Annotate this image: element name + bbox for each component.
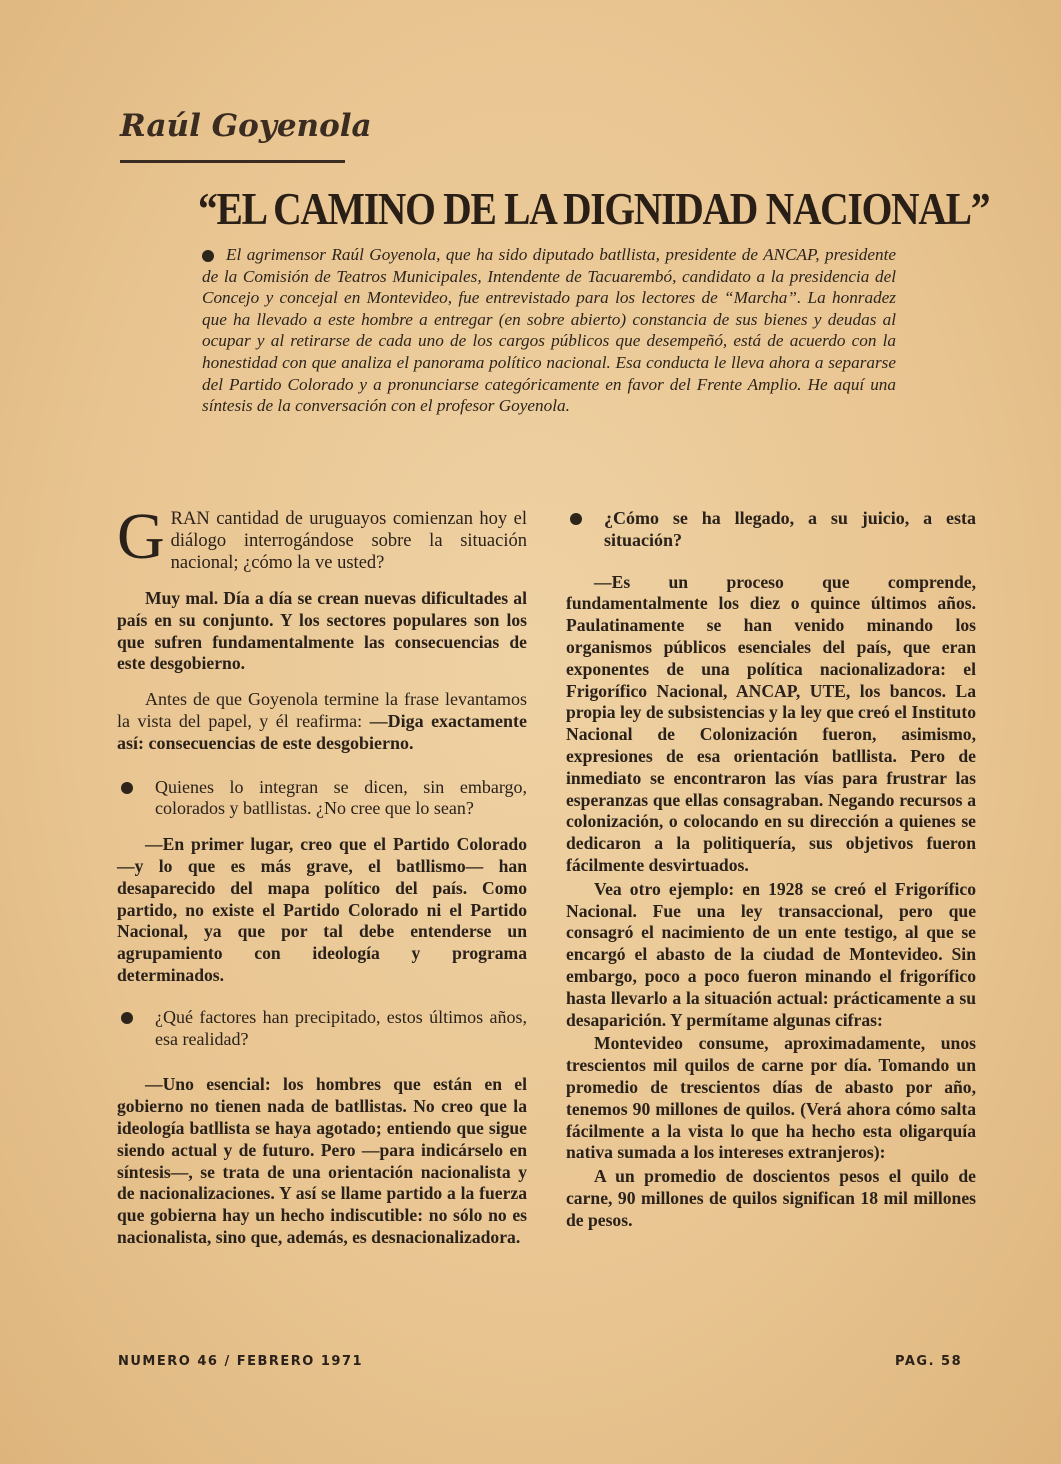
question-paragraph xyxy=(117,1007,527,1051)
drop-cap: G xyxy=(117,500,165,573)
question-paragraph xyxy=(117,777,527,821)
bullet-icon xyxy=(202,250,214,262)
answer-paragraph: Muy mal. Día a día se crean nuevas dificultades al país en su conjunto. Y los sectores populares son los que sufren fundamentalmente las consecuencias de este desgobierno. xyxy=(117,588,527,674)
bullet-icon xyxy=(121,1012,133,1024)
answer-paragraph: —En primer lugar, creo que el Partido Colorado —y lo que es más grave, el batllismo— han desaparecido del mapa político del país. Como partido, no existe el Partido Colorado ni el Partido Nacional, ya que por tal debe entenderse un agrupamiento con ideología y programa determinados. xyxy=(117,834,527,985)
issue-footer: NUMERO 46 / FEBRERO 1971 xyxy=(118,1354,364,1369)
article-headline: “EL CAMINO DE LA DIGNIDAD NACIONAL” xyxy=(198,183,990,234)
answer-paragraph: Montevideo consume, aproximadamente, unos trescientos mil quilos de carne por día. Tomando un promedio de trescientos días de abasto por año, tenemos 90 millones de quilos. (Verá ahora cómo salta fácilmente a la vista lo que ha hecho esta oligarquía nativa sumada a los intereses extranjeros): xyxy=(566,1033,976,1163)
question-text: Quienes lo integran se dicen, sin embargo, colorados y batllistas. ¿No cree que lo sean? xyxy=(155,776,527,819)
author-underline xyxy=(120,160,345,163)
opening-question-text: RAN cantidad de uruguayos comienzan hoy el diálogo interrogándose sobre la situación nacional; ¿cómo la ve usted? xyxy=(170,509,527,573)
narration-text: Antes de que Goyenola termine la frase levantamos la vista del papel, y él reafirma: xyxy=(117,689,527,731)
right-column xyxy=(566,508,976,1234)
intro-text: El agrimensor Raúl Goyenola, que ha sido diputado batllista, presidente de ANCAP, presidente de la Comisión de Teatros Municipales, Intendente de Tacuarembó, candidato a la presidencia del Concejo y concejal en Montevideo, fue entrevistado para los lectores de “Marcha”. La honradez que ha llevado a este hombre a entregar (en sobre abierto) constancia de sus bienes y deudas al ocupar y al retirarse de cada uno de los cargos públicos que desempeñó, está de acuerdo con la honestidad con que analiza el panorama político nacional. Esa conducta le lleva ahora a separarse del Partido Colorado y a pronunciarse categóricamente en favor del Frente Amplio. He aquí una síntesis de la conversación con el profesor Goyenola. xyxy=(202,245,896,416)
answer-paragraph: Vea otro ejemplo: en 1928 se creó el Frigorífico Nacional. Fue una ley transaccional, pero que consagró el nacimiento de un ente testigo, al que se encargó el abasto de la ciudad de Montevideo. Sin embargo, poco a poco fueron minando el frigorífico hasta llevarlo a la situación actual: prácticamente a su desaparición. Y permítame algunas cifras: xyxy=(566,878,976,1030)
author-name: Raúl Goyenola xyxy=(120,108,372,144)
answer-paragraph: A un promedio de doscientos pesos el quilo de carne, 90 millones de quilos significan 18 mil millones de pesos. xyxy=(566,1166,976,1230)
page-number: PAG. 58 xyxy=(895,1354,963,1369)
question-paragraph xyxy=(566,508,976,552)
left-column xyxy=(117,500,528,1263)
bullet-icon xyxy=(121,782,133,794)
answer-paragraph: —Uno esencial: los hombres que están en el gobierno no tienen nada de batllistas. No creo que la ideología batllista se haya agotado; entiendo que sigue siendo actual y de futuro. Pero —para indicárselo en síntesis—, se trata de una orientación nacionalista y de nacionalizaciones. Y así se llame partido a la fuerza que gobierna hay un hecho indiscutible: no sólo no es nacionalista, sino que, además, es desnacionalizadora. xyxy=(117,1074,527,1247)
question-text: ¿Cómo se ha llegado, a su juicio, a esta situación? xyxy=(604,508,976,550)
narration-paragraph xyxy=(117,689,527,754)
bullet-icon xyxy=(570,513,582,525)
question-text: ¿Qué factores han precipitado, estos últimos años, esa realidad? xyxy=(155,1006,527,1049)
opening-question xyxy=(117,500,527,574)
narration-quote: —Diga exactamente así: consecuencias de este desgobierno. xyxy=(117,710,528,753)
article-intro xyxy=(202,244,896,417)
answer-paragraph: —Es un proceso que comprende, fundamentalmente los diez o quince últimos años. Paulatinamente se han venido minando los organismos públicos esenciales del país, que eran exponentes de una política nacionalizadora: el Frigorífico Nacional, ANCAP, UTE, los bancos. La propia ley de subsistencias y la ley que creó el Instituto Nacional de Colonización fueron, asimismo, expresiones de esa orientación batllista. Pero de inmediato se encontraron las vías para frustrar las esperanzas que ellas consagraban. Negando recursos a colonización, o colocando en su dirección a quienes se dedicaron a la politiquería, sus objetivos fueron fácilmente desvirtuados. xyxy=(566,571,976,875)
